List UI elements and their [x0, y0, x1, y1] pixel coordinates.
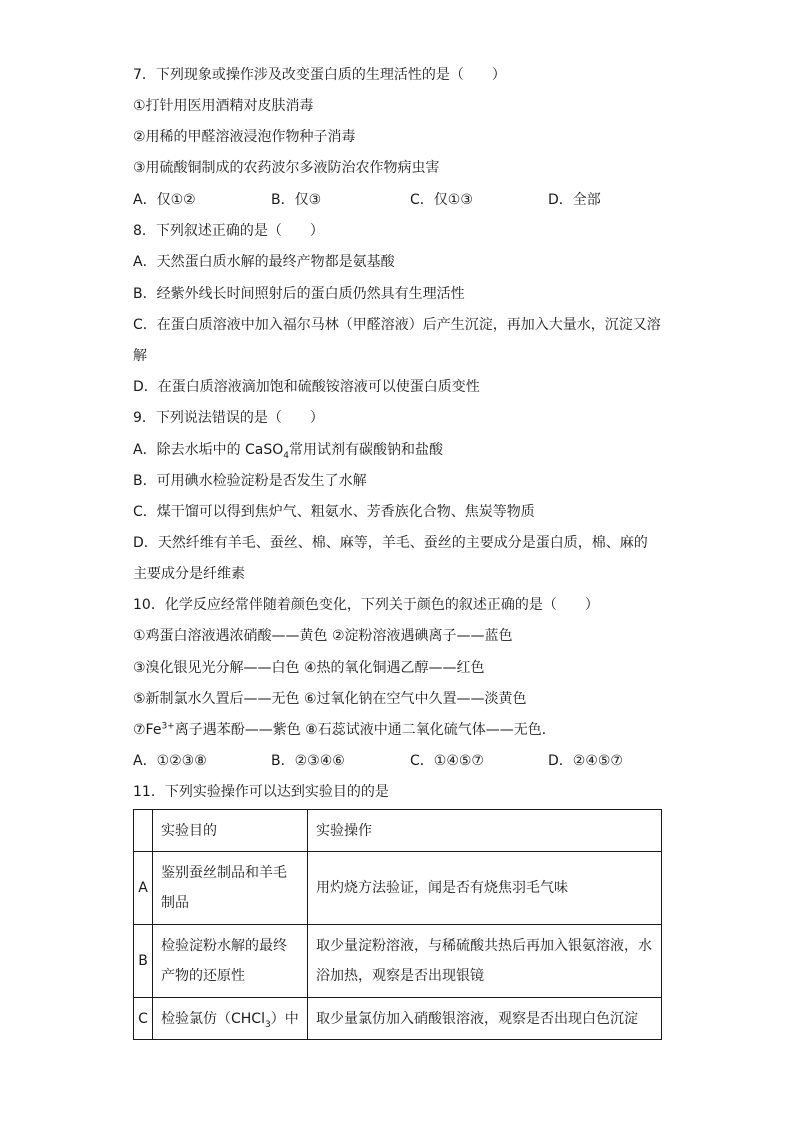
q7-options	[133, 190, 693, 210]
q10-option-a: A．①②③⑧	[133, 753, 207, 769]
q11-row-c-purpose	[153, 998, 308, 1040]
q11-row-c-operation: 取少量氯仿加入硝酸银溶液，观察是否出现白色沉淀	[308, 998, 662, 1040]
q7-item-1: ①打针用医用酒精对皮肤消毒	[133, 98, 314, 114]
q11-row-a-purpose	[153, 852, 308, 925]
q11-row-c-purpose-sub: 3	[264, 1019, 271, 1030]
q11-row-a-key: A	[134, 852, 153, 925]
q10-options	[133, 751, 693, 771]
q11-header-key-cell	[134, 810, 153, 852]
q9-option-c: C．煤干馏可以得到焦炉气、粗氨水、芳香族化合物、焦炭等物质	[133, 504, 535, 520]
q9-option-a-post: 常用试剂有碳酸钠和盐酸	[289, 442, 444, 458]
q7-item-2: ②用稀的甲醛溶液浸泡作物种子消毒	[133, 129, 356, 145]
q11-row-b	[134, 925, 662, 998]
q11-row-a-operation: 用灼烧方法验证，闻是否有烧焦羽毛气味	[308, 852, 662, 925]
q11-row-a-purpose-line1: 鉴别蚕丝制品和羊毛	[161, 865, 287, 881]
q11-row-b-operation	[308, 925, 662, 998]
q10-line-4-sup: 3+	[161, 721, 175, 732]
q10-line-4	[133, 720, 556, 740]
q11-row-b-operation-line2: 浴加热，观察是否出现银镜	[316, 968, 484, 984]
q11-row-c-purpose-pre: 检验氯仿（CHCl	[161, 1010, 265, 1027]
q7-stem: 7．下列现象或操作涉及改变蛋白质的生理活性的是（ ）	[133, 67, 506, 83]
q7-option-b: B．仅③	[271, 192, 322, 208]
q7-option-c: C．仅①③	[410, 192, 473, 208]
q10-line-2: ③溴化银见光分解——白色 ④热的氧化铜遇乙醇——红色	[133, 660, 485, 676]
q11-row-c-purpose-post: ）中	[270, 1010, 299, 1027]
q8-option-b: B．经紫外线长时间照射后的蛋白质仍然具有生理活性	[133, 286, 465, 302]
q8-stem: 8．下列叙述正确的是（ ）	[133, 223, 324, 239]
q11-row-b-purpose	[153, 925, 308, 998]
q10-option-b: B．②③④⑥	[271, 753, 345, 769]
q9-option-b: B．可用碘水检验淀粉是否发生了水解	[133, 473, 367, 489]
q9-option-a-sub: 4	[283, 450, 290, 461]
q8-option-d: D．在蛋白质溶液滴加饱和硫酸铵溶液可以使蛋白质变性	[133, 379, 480, 395]
q11-row-b-purpose-line1: 检验淀粉水解的最终	[161, 938, 287, 954]
q7-item-3: ③用硫酸铜制成的农药波尔多液防治农作物病虫害	[133, 160, 440, 176]
q11-row-c	[134, 998, 662, 1040]
q10-option-c: C．①④⑤⑦	[410, 753, 484, 769]
q10-stem: 10．化学反应经常伴随着颜色变化，下列关于颜色的叙述正确的是（ ）	[133, 597, 599, 613]
q9-option-a-pre: A．除去水垢中的 CaSO	[133, 442, 284, 458]
q11-row-c-key: C	[134, 998, 153, 1040]
q11-table	[133, 809, 662, 1040]
q11-header-row	[134, 810, 662, 852]
q9-option-d-line1: D．天然纤维有羊毛、蚕丝、棉、麻等，羊毛、蚕丝的主要成分是蛋白质，棉、麻的	[133, 535, 648, 551]
q10-option-d: D．②④⑤⑦	[548, 753, 623, 769]
q10-line-1: ①鸡蛋白溶液遇浓硝酸——黄色 ②淀粉溶液遇碘离子——蓝色	[133, 628, 513, 644]
q11-row-b-purpose-line2: 产物的还原性	[161, 968, 245, 984]
q8-option-c-line1: C．在蛋白质溶液中加入福尔马林（甲醛溶液）后产生沉淀，再加入大量水，沉淀又溶	[133, 317, 661, 333]
q11-stem: 11．下列实验操作可以达到实验目的的是	[133, 784, 389, 800]
q10-line-3: ⑤新制氯水久置后——无色 ⑥过氧化钠在空气中久置——淡黄色	[133, 691, 527, 707]
q11-row-a-purpose-line2: 制品	[161, 895, 189, 911]
q7-option-d: D．全部	[548, 192, 601, 208]
q10-line-4-post: 离子遇苯酚——紫色 ⑧石蕊试液中通二氧化硫气体——无色．	[174, 722, 556, 738]
q11-row-a	[134, 852, 662, 925]
q11-header-operation: 实验操作	[308, 810, 662, 852]
q10-line-4-pre: ⑦Fe	[133, 722, 162, 738]
q11-header-purpose: 实验目的	[153, 810, 308, 852]
q9-option-d-line2: 主要成分是纤维素	[133, 566, 245, 582]
q8-option-a: A．天然蛋白质水解的最终产物都是氨基酸	[133, 254, 395, 270]
q7-option-a: A．仅①②	[133, 192, 196, 208]
q9-option-a	[133, 440, 443, 460]
q9-stem: 9．下列说法错误的是（ ）	[133, 410, 324, 426]
q11-row-b-operation-line1: 取少量淀粉溶液，与稀硫酸共热后再加入银氨溶液，水	[316, 938, 652, 954]
q11-row-b-key: B	[134, 925, 153, 998]
q8-option-c-line2: 解	[133, 348, 147, 364]
